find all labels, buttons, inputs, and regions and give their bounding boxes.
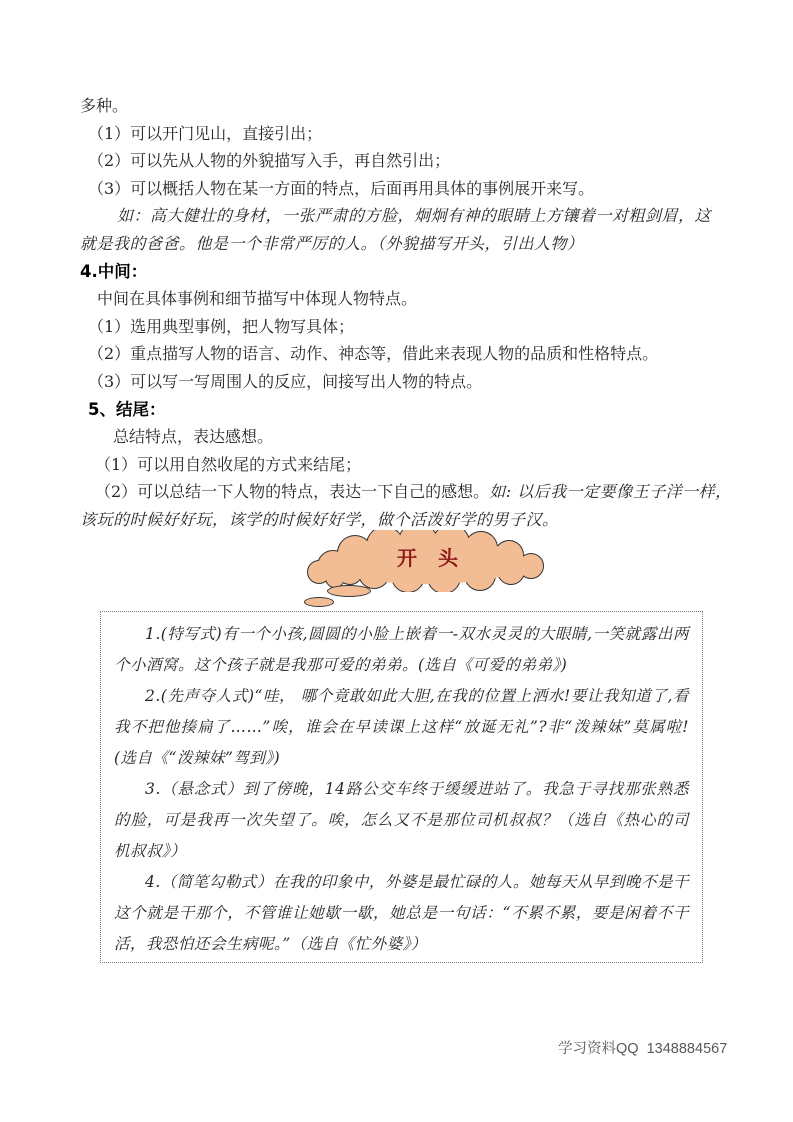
doc-line-mixed [80,478,732,506]
doc-line-normal-part: （2）可以总结一下人物的特点，表达一下自己的感想。 [95,482,490,502]
example-paragraph-1: 1.(特写式)有一个小孩,圆圆的小脸上嵌着一-双水灵灵的大眼睛,一笑就露出两个小酒窝。这个孩子就是我那可爱的弟弟。(选自《可爱的弟弟》) [114,625,689,674]
doc-line-example: 就是我的爸爸。他是一个非常严厉的人。（外貌描写开头，引出人物） [80,233,584,253]
thought-tail-ellipse-large [327,585,371,597]
thought-bubble-cloud [303,530,551,592]
section-heading-ending: 5、结尾： [88,399,166,419]
opening-examples-box [100,611,703,963]
doc-line: （3）可以概括人物在某一方面的特点，后面再用具体的事例展开来写。 [88,178,595,198]
doc-line: （1）选用典型事例，把人物写具体； [88,316,355,336]
doc-line-example: 如：高大健壮的身材，一张严肃的方脸，炯炯有神的眼睛上方镶着一对粗剑眉，这 [117,206,712,226]
doc-line: （1）可以用自然收尾的方式来结尾； [95,454,362,474]
footer-qq-note: 学习资料QQ 1348884567 [558,1041,728,1057]
document-body [80,92,732,534]
doc-line: （2）可以先从人物的外貌描写入手，再自然引出； [88,151,451,171]
example-paragraph-2: 2.(先声夺人式)“哇， 哪个竟敢如此大胆,在我的位置上洒水!要让我知道了,看我不把他揍扁了……”唉，谁会在早读课上这样“放诞无礼”?非“泼辣妹”莫属啦!(选自《“泼辣妹”驾到》) [114,687,689,767]
doc-line: （3）可以写一写周围人的反应，间接写出人物的特点。 [88,371,483,391]
doc-line: （2）重点描写人物的语言、动作、神态等，借此来表现人物的品质和性格特点。 [88,344,659,364]
doc-line-kaiti-part: 如: 以后我一定要像王子洋一样， [489,482,732,502]
cloud-title-kaitou: 开 头 [397,546,465,570]
example-paragraph-3: 3.（悬念式）到了傍晚，14路公交车终于缓缓进站了。我急于寻找那张熟悉的脸，可是我再一次失望了。唉，怎么又不是那位司机叔叔？（选自《热心的司机叔叔》） [114,780,689,860]
doc-line: 中间在具体事例和细节描写中体现人物特点。 [97,289,418,309]
thought-tail-ellipse-small [304,597,334,607]
section-heading-middle: 4.中间： [80,261,148,281]
doc-line: （1）可以开门见山，直接引出； [88,123,323,143]
example-paragraph-4: 4.（简笔勾勒式）在我的印象中，外婆是最忙碌的人。她每天从早到晚不是干这个就是干那个，不管谁让她歇一歇，她总是一句话：“不累不累，要是闲着不干活，我恐怕还会生病呢。”（选自《忙外婆》） [114,873,689,953]
doc-line-example: 该玩的时候好好玩，该学的时候好好学，做个活泼好学的男子汉。 [80,509,559,529]
doc-line: 总结特点，表达感想。 [113,427,274,447]
doc-line: 多种。 [80,96,129,115]
